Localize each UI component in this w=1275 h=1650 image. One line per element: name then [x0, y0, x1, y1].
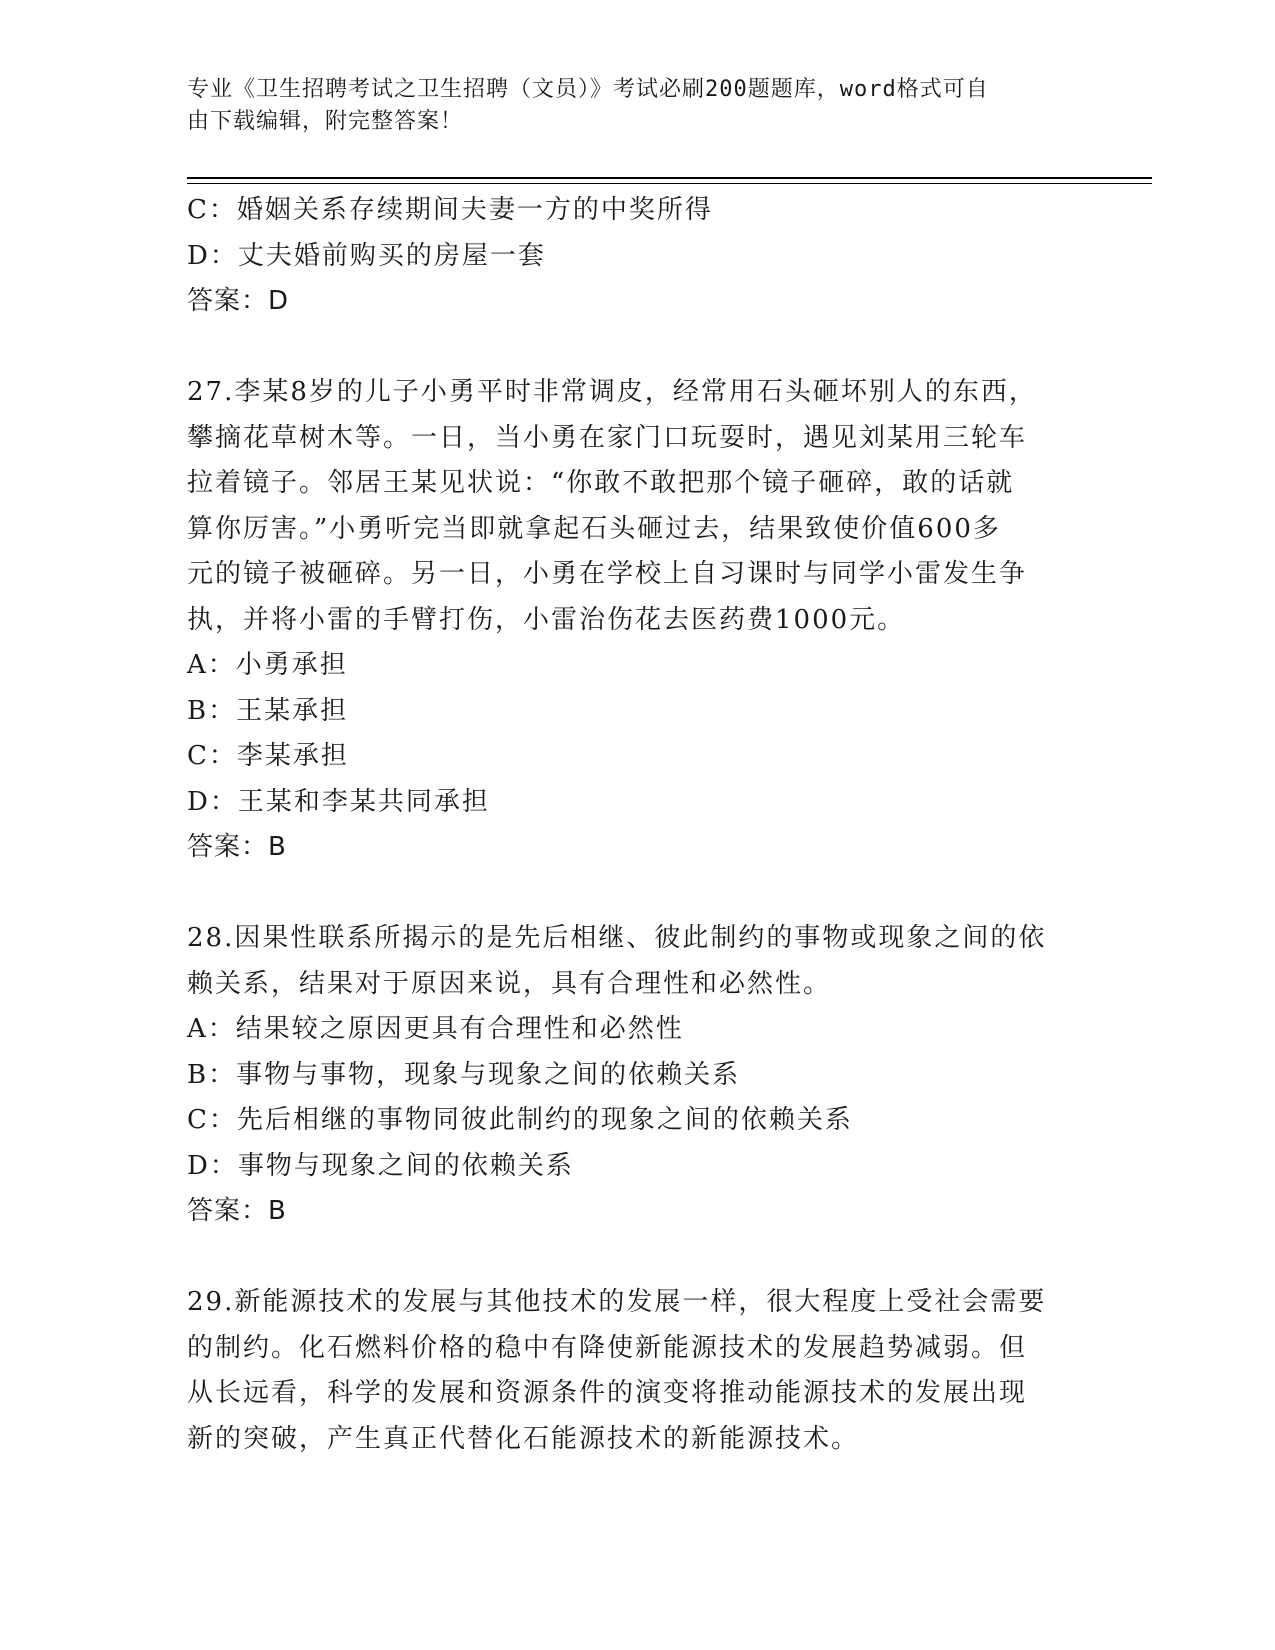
option-a: A：结果较之原因更具有合理性和必然性	[187, 1014, 684, 1044]
question-line: 元的镜子被砸碎。另一日，小勇在学校上自习课时与同学小雷发生争	[187, 559, 1028, 589]
question-line: 赖关系，结果对于原因来说，具有合理性和必然性。	[187, 968, 832, 999]
answer-line: 答案：D	[187, 286, 290, 316]
question-line: 算你厉害。”小勇听完当即就拿起石头砸过去，结果致使价值600多	[187, 513, 1001, 544]
header-divider-thick	[187, 177, 1152, 179]
option-d: D：事物与现象之间的依赖关系	[187, 1150, 574, 1181]
header-divider-thin	[187, 183, 1152, 184]
option-c: C：先后相继的事物同彼此制约的现象之间的依赖关系	[187, 1105, 853, 1135]
question-line: 拉着镜子。邻居王某见状说：“你敢不敢把那个镜子砸碎，敢的话就	[187, 468, 1015, 498]
option-d: D：王某和李某共同承担	[187, 786, 490, 817]
question-line: 从长远看，科学的发展和资源条件的演变将推动能源技术的发展出现	[187, 1378, 1028, 1408]
question-line: 27.李某8岁的儿子小勇平时非常调皮，经常用石头砸坏别人的东西，	[187, 377, 1037, 407]
question-26-tail	[187, 188, 1087, 325]
answer-line: 答案：B	[187, 1196, 287, 1226]
question-line: 新的突破，产生真正代替化石能源技术的新能源技术。	[187, 1423, 860, 1454]
question-line: 的制约。化石燃料价格的稳中有降使新能源技术的发展趋势减弱。但	[187, 1332, 1028, 1363]
header-line-2: 由下载编辑，附完整答案！	[187, 109, 464, 134]
option-c: C：婚姻关系存续期间夫妻一方的中奖所得	[187, 195, 713, 225]
option-b: B：事物与事物，现象与现象之间的依赖关系	[187, 1059, 741, 1090]
option-d: D：丈夫婚前购买的房屋一套	[187, 240, 546, 271]
question-29	[187, 1280, 1087, 1462]
question-line: 28.因果性联系所揭示的是先后相继、彼此制约的事物或现象之间的依	[187, 923, 1047, 953]
spacer	[187, 1235, 1087, 1281]
document-body	[187, 188, 1087, 1462]
option-c: C：李某承担	[187, 741, 349, 771]
header-line-1: 专业《卫生招聘考试之卫生招聘（文员）》考试必刷200题题库，word格式可自	[187, 77, 989, 102]
question-28	[187, 916, 1087, 1235]
option-b: B：王某承担	[187, 695, 349, 726]
question-text	[187, 916, 1087, 1007]
question-text	[187, 1280, 1087, 1462]
question-text	[187, 370, 1087, 643]
question-line: 执，并将小雷的手臂打伤，小雷治伤花去医药费1000元。	[187, 604, 906, 635]
spacer	[187, 325, 1087, 371]
question-line: 29.新能源技术的发展与其他技术的发展一样，很大程度上受社会需要	[187, 1287, 1047, 1317]
answer-line: 答案：B	[187, 832, 287, 862]
question-line: 攀摘花草树木等。一日，当小勇在家门口玩耍时，遇见刘某用三轮车	[187, 422, 1028, 453]
question-27	[187, 370, 1087, 871]
option-a: A：小勇承担	[187, 650, 348, 680]
document-header	[187, 74, 1067, 138]
spacer	[187, 871, 1087, 917]
